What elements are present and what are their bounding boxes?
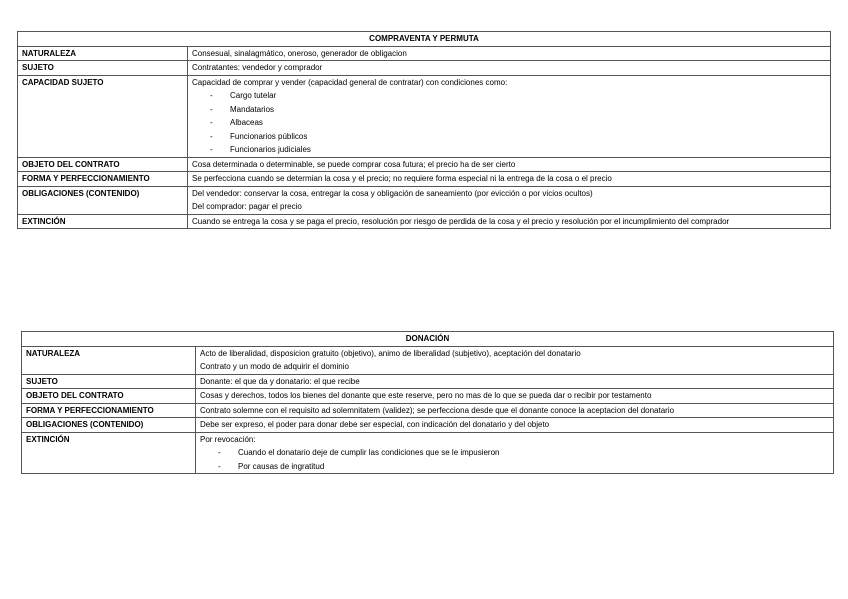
row-value-extincion: Cuando se entrega la cosa y se paga el precio, resolución por riesgo de perdida de la cosa y el precio y resolución por el incumplimiento del comprador xyxy=(188,214,831,229)
capacidad-intro: Capacidad de comprar y vender (capacidad general de contratar) con condiciones como: xyxy=(192,77,508,87)
donacion-table xyxy=(21,331,834,474)
row-value-naturaleza: Consesual, sinalagmático, oneroso, generador de obligacion xyxy=(188,46,831,61)
row-label-extincion: EXTINCIÓN xyxy=(22,432,196,474)
table-row xyxy=(18,46,831,61)
list-item: - Cuando el donatario deje de cumplir las condiciones que se le impusieron xyxy=(218,446,829,460)
row-label-obligaciones: OBLIGACIONES (CONTENIDO) xyxy=(22,418,196,433)
table-row xyxy=(18,186,831,214)
row-value-obligaciones xyxy=(188,186,831,214)
table-row xyxy=(18,61,831,76)
row-label-objeto: OBJETO DEL CONTRATO xyxy=(22,389,196,404)
row-value-sujeto: Donante: el que da y donatario: el que recibe xyxy=(196,374,834,389)
naturaleza-line-2: Contrato y un modo de adquirir el dominio xyxy=(200,362,349,371)
row-label-sujeto: SUJETO xyxy=(22,374,196,389)
row-value-obligaciones: Debe ser expreso, el poder para donar debe ser especial, con indicación del donatario y del objeto xyxy=(196,418,834,433)
row-value-capacidad xyxy=(188,75,831,157)
table-row xyxy=(18,75,831,157)
table-title: DONACIÓN xyxy=(22,332,834,347)
row-value-forma: Se perfecciona cuando se determian la cosa y el precio; no requiere forma especial ni la entrega de la cosa o el precio xyxy=(188,172,831,187)
row-value-sujeto: Contratantes: vendedor y comprador xyxy=(188,61,831,76)
table-title: COMPRAVENTA Y PERMUTA xyxy=(18,32,831,47)
row-label-objeto: OBJETO DEL CONTRATO xyxy=(18,157,188,172)
table-title-row xyxy=(18,32,831,47)
row-label-capacidad: CAPACIDAD SUJETO xyxy=(18,75,188,157)
naturaleza-line-1: Acto de liberalidad, disposicion gratuito (objetivo), animo de liberalidad (subjetivo), aceptación del donatario xyxy=(200,348,581,358)
row-label-forma: FORMA Y PERFECCIONAMIENTO xyxy=(22,403,196,418)
row-label-naturaleza: NATURALEZA xyxy=(22,346,196,374)
row-label-forma: FORMA Y PERFECCIONAMIENTO xyxy=(18,172,188,187)
obligaciones-comprador: Del comprador: pagar el precio xyxy=(192,202,302,211)
table-title-row xyxy=(22,332,834,347)
row-label-extincion: EXTINCIÓN xyxy=(18,214,188,229)
row-value-objeto: Cosas y derechos, todos los bienes del donante que este reserve, pero no mas de lo que se pueda dar o recibir por testamento xyxy=(196,389,834,404)
table-row xyxy=(22,346,834,374)
row-label-naturaleza: NATURALEZA xyxy=(18,46,188,61)
table-row xyxy=(22,374,834,389)
table-row xyxy=(18,214,831,229)
table-row xyxy=(18,157,831,172)
row-value-naturaleza xyxy=(196,346,834,374)
list-item: - Albaceas xyxy=(210,116,826,130)
row-label-sujeto: SUJETO xyxy=(18,61,188,76)
row-label-obligaciones: OBLIGACIONES (CONTENIDO) xyxy=(18,186,188,214)
table-row xyxy=(18,172,831,187)
capacidad-list xyxy=(192,89,826,157)
table-row xyxy=(22,403,834,418)
extincion-list xyxy=(200,446,829,473)
table-row xyxy=(22,432,834,474)
table-row xyxy=(22,418,834,433)
extincion-intro: Por revocación: xyxy=(200,434,256,444)
list-item: - Cargo tutelar xyxy=(210,89,826,103)
compraventa-table xyxy=(17,31,831,229)
row-value-objeto: Cosa determinada o determinable, se puede comprar cosa futura; el precio ha de ser cierto xyxy=(188,157,831,172)
table-row xyxy=(22,389,834,404)
obligaciones-vendedor: Del vendedor: conservar la cosa, entregar la cosa y obligación de saneamiento (por evicción o por vicios ocultos) xyxy=(192,188,593,198)
row-value-forma: Contrato solemne con el requisito ad solemnitatem (validez); se perfecciona desde que el donante conoce la aceptacion del donatario xyxy=(196,403,834,418)
list-item: - Funcionarios judiciales xyxy=(210,143,826,157)
list-item: - Por causas de ingratitud xyxy=(218,460,829,474)
list-item: - Mandatarios xyxy=(210,103,826,117)
row-value-extincion xyxy=(196,432,834,474)
list-item: - Funcionarios públicos xyxy=(210,130,826,144)
